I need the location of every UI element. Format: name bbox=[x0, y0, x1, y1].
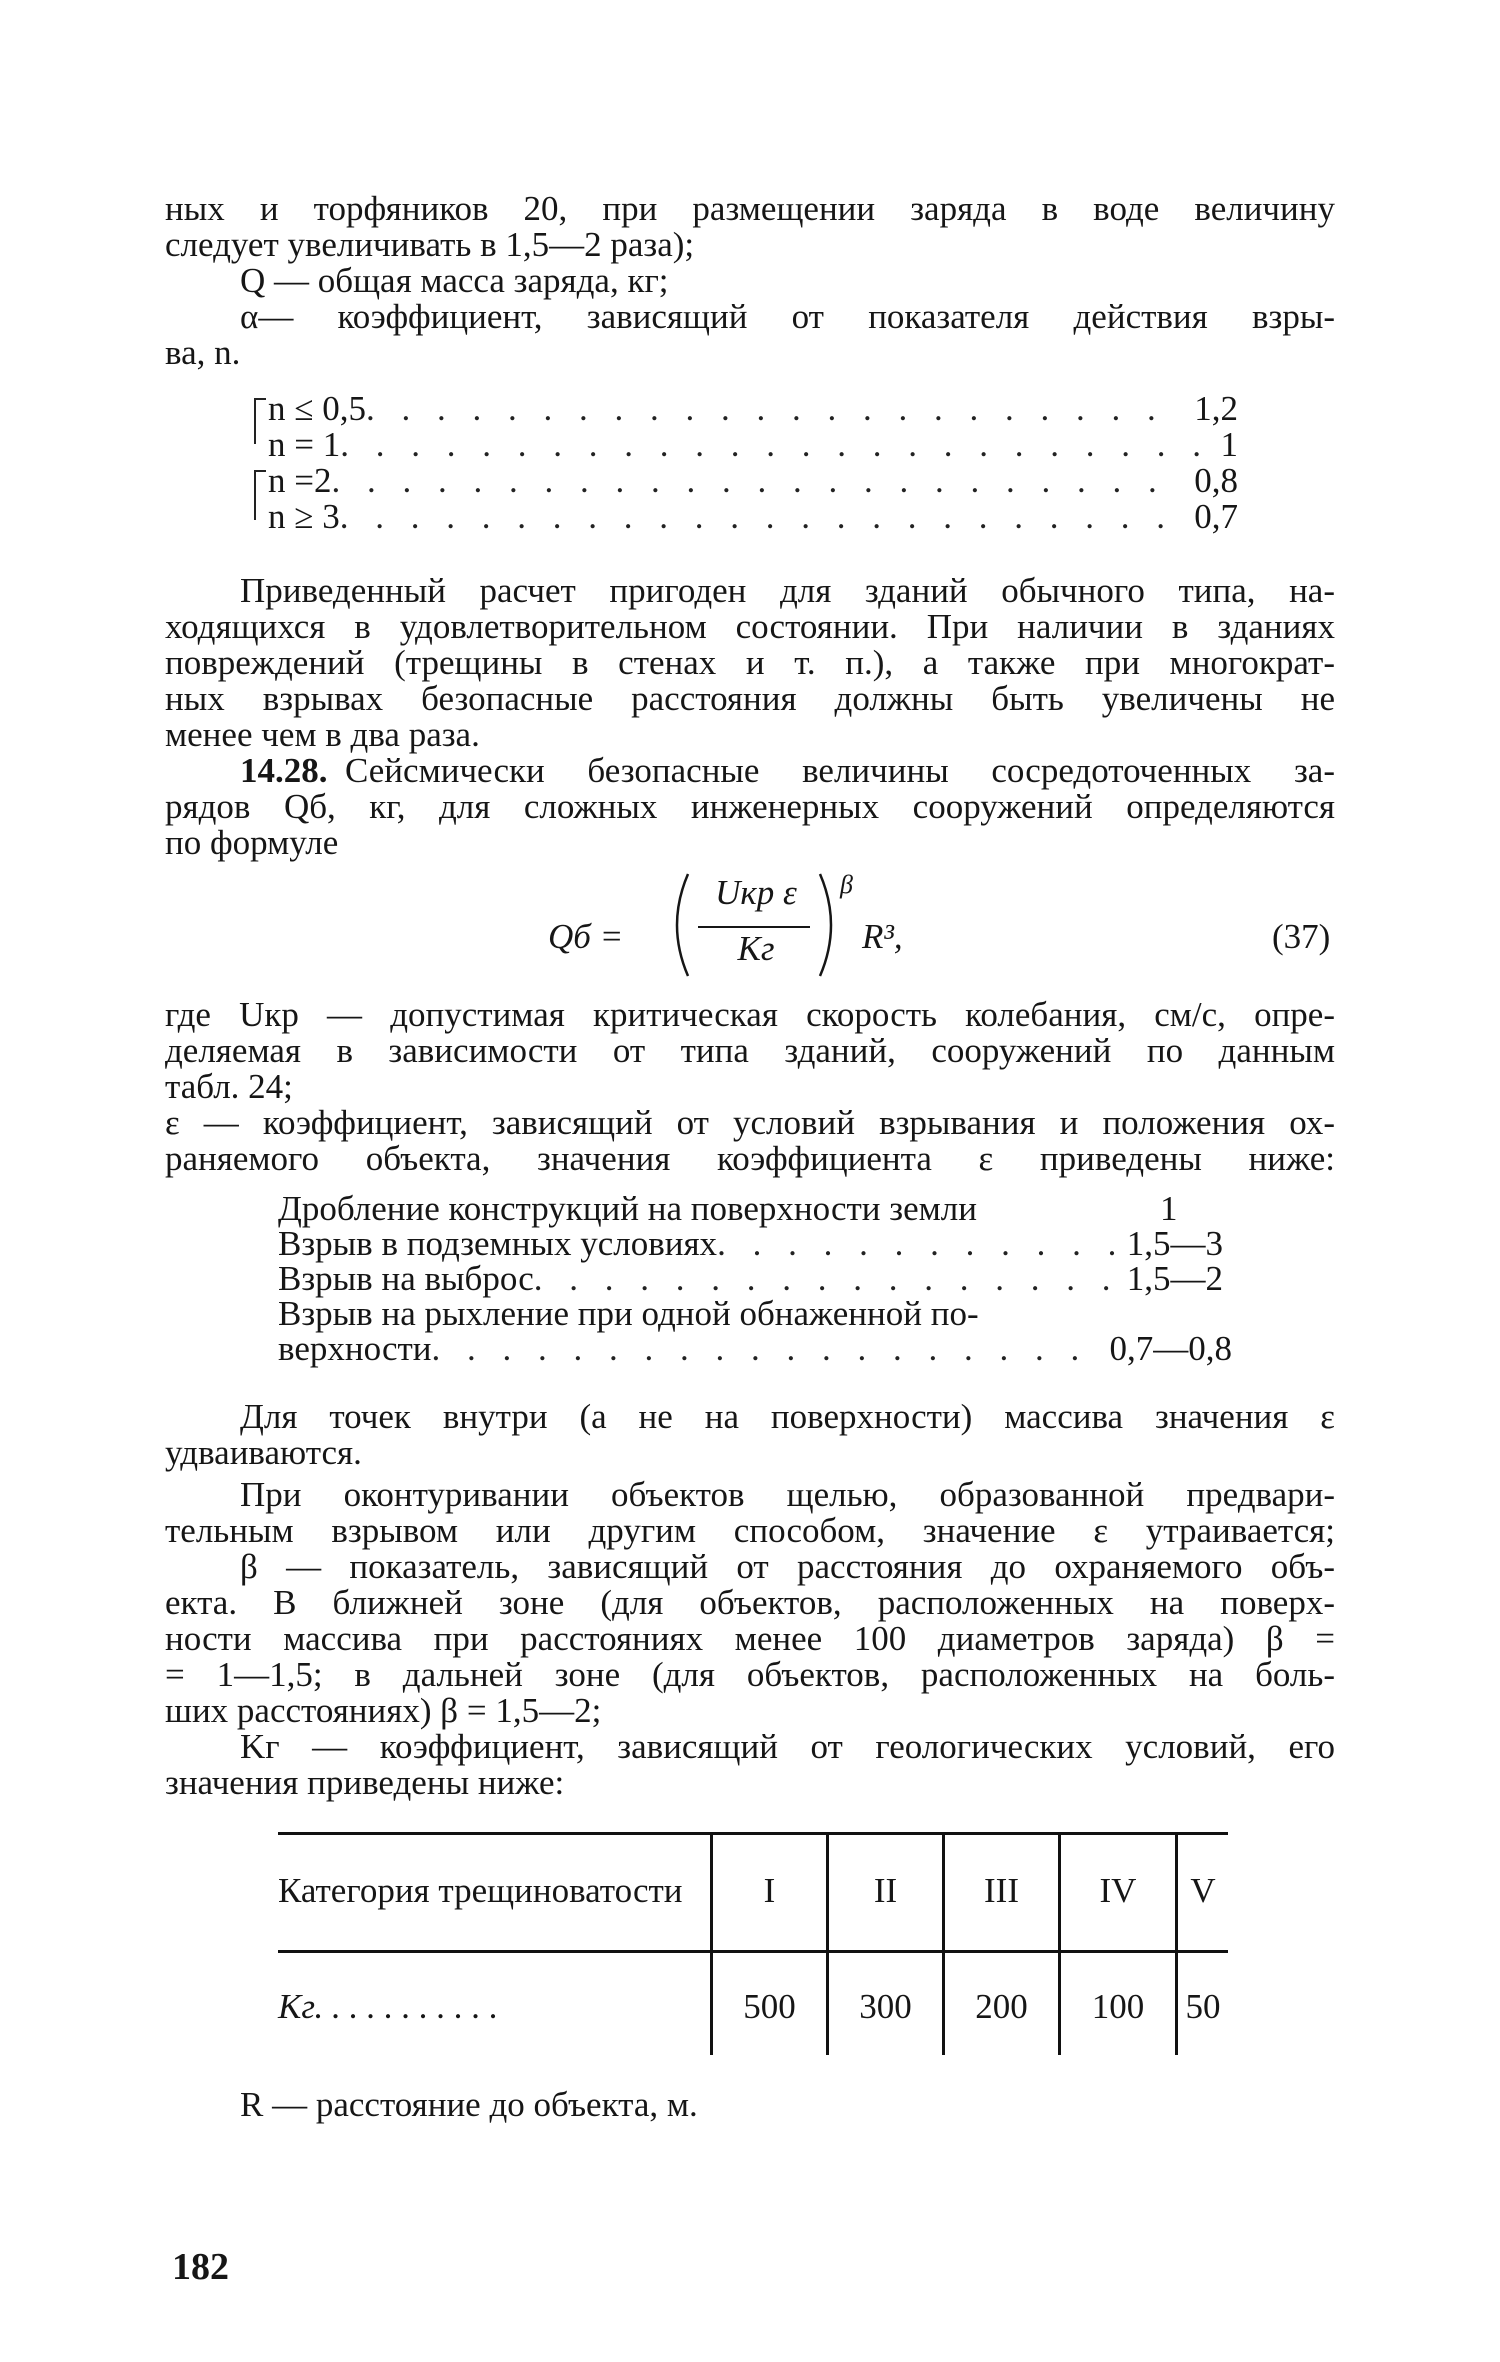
table-cell: 100 bbox=[1091, 1987, 1145, 2026]
epsilon-label: Взрыв на рыхление при одной обнаженной по- bbox=[278, 1294, 979, 1333]
epsilon-row bbox=[278, 1260, 1223, 1298]
table-cell: 300 bbox=[859, 1987, 912, 2026]
table-header-cell: V bbox=[1190, 1871, 1216, 1910]
epsilon-label: Дробление конструкций на поверхности земли bbox=[278, 1189, 977, 1228]
alpha-value: 1,2 bbox=[1194, 389, 1238, 428]
epsilon-row bbox=[278, 1330, 1232, 1368]
alpha-value: 0,8 bbox=[1194, 461, 1238, 500]
formula-tail: R³, bbox=[862, 917, 903, 956]
intro-line-2: следует увеличивать в 1,5—2 раза); bbox=[165, 225, 695, 264]
formula-exponent: β bbox=[840, 870, 853, 899]
alpha-condition: n ≤ 0,5 bbox=[268, 389, 366, 428]
contour-line: При оконтуривании объектов щелью, образованной предвари- bbox=[240, 1475, 1335, 1514]
section-number: 14.28. bbox=[240, 751, 328, 790]
formula-denominator: Kг bbox=[737, 929, 775, 968]
where-line: табл. 24; bbox=[165, 1067, 293, 1106]
epsilon-row bbox=[278, 1225, 1223, 1263]
epsilon-value: 1,5—3 bbox=[1126, 1224, 1223, 1263]
beta-line: екта. В ближней зоне (для объектов, расположенных на поверх- bbox=[165, 1583, 1335, 1622]
table-header-label: Категория трещиноватости bbox=[278, 1871, 683, 1910]
table-cell: 200 bbox=[975, 1987, 1028, 2026]
formula-number: (37) bbox=[1272, 917, 1331, 956]
page-number: 182 bbox=[172, 2246, 229, 2288]
table-header-cell: III bbox=[984, 1871, 1019, 1910]
alpha-definition-line-2: ва, n. bbox=[165, 333, 241, 372]
table-mid-rule bbox=[278, 1950, 1228, 1953]
section-line-1: Сейсмически безопасные величины сосредоточенных за- bbox=[345, 751, 1335, 790]
beta-line: ности массива при расстояниях менее 100 диаметров заряда) β = bbox=[165, 1619, 1335, 1658]
section-line-3: по формуле bbox=[165, 823, 339, 862]
epsilon-label: верхности bbox=[278, 1329, 432, 1368]
beta-line: = 1—1,5; в дальней зоне (для объектов, расположенных на боль- bbox=[165, 1655, 1335, 1694]
brace-group-1 bbox=[254, 398, 266, 444]
paragraph-line: повреждений (трещины в стенах и т. п.), а также при многократ- bbox=[165, 643, 1335, 682]
epsilon-label: Взрыв на выброс bbox=[278, 1259, 534, 1298]
table-cell: 50 bbox=[1185, 1987, 1221, 2026]
epsilon-value: 1 bbox=[1160, 1189, 1178, 1228]
epsilon-label: Взрыв в подземных условиях bbox=[278, 1224, 718, 1263]
alpha-definition-line-1: α— коэффициент, зависящий от показателя действия взры- bbox=[240, 297, 1335, 336]
paragraph-line: Приведенный расчет пригоден для зданий обычного типа, на- bbox=[240, 571, 1335, 610]
q-definition: Q — общая масса заряда, кг; bbox=[240, 261, 669, 300]
r-definition: R — расстояние до объекта, м. bbox=[240, 2085, 698, 2124]
alpha-value: 1 bbox=[1220, 425, 1238, 464]
formula-numerator: Uкр ε bbox=[715, 873, 797, 912]
section-line-2: рядов Qб, кг, для сложных инженерных сооружений определяются bbox=[165, 787, 1335, 826]
alpha-row bbox=[268, 462, 1238, 500]
alpha-row bbox=[268, 498, 1238, 536]
kg-line: Kг — коэффициент, зависящий от геологических условий, его bbox=[240, 1727, 1335, 1766]
intro-line-1: ных и торфяников 20, при размещении заряда в воде величину bbox=[165, 189, 1335, 228]
contour-line: тельным взрывом или другим способом, значение ε утраивается; bbox=[165, 1511, 1335, 1550]
beta-line: β — показатель, зависящий от расстояния до охраняемого объ- bbox=[240, 1547, 1335, 1586]
table-row-label: Kг. . . . . . . . . . . bbox=[278, 1987, 499, 2026]
table-header-cell: I bbox=[763, 1871, 776, 1910]
paragraph-line: ных взрывах безопасные расстояния должны быть увеличены не bbox=[165, 679, 1335, 718]
alpha-condition: n ≥ 3 bbox=[268, 497, 340, 536]
epsilon-line: раняемого объекта, значения коэффициента ε приведены ниже: bbox=[165, 1139, 1335, 1178]
paragraph-line: ходящихся в удовлетворительном состоянии. При наличии в зданиях bbox=[165, 607, 1335, 646]
where-line: деляемая в зависимости от типа зданий, сооружений по данным bbox=[165, 1031, 1335, 1070]
alpha-condition: n =2 bbox=[268, 461, 332, 500]
table-top-rule bbox=[278, 1832, 1228, 1835]
beta-line: ших расстояниях) β = 1,5—2; bbox=[165, 1691, 602, 1730]
paragraph-line: менее чем в два раза. bbox=[165, 715, 480, 754]
kg-line: значения приведены ниже: bbox=[165, 1763, 565, 1802]
alpha-condition: n = 1 bbox=[268, 425, 341, 464]
points-line: удваиваются. bbox=[165, 1433, 362, 1472]
brace-group-2 bbox=[254, 470, 266, 520]
epsilon-value: 0,7—0,8 bbox=[1109, 1329, 1232, 1368]
epsilon-line: ε — коэффициент, зависящий от условий взрывания и положения ох- bbox=[165, 1103, 1335, 1142]
alpha-row bbox=[268, 390, 1238, 428]
where-line: где Uкр — допустимая критическая скорость колебания, см/с, опре- bbox=[165, 995, 1335, 1034]
alpha-row bbox=[268, 426, 1238, 464]
table-cell: 500 bbox=[743, 1987, 796, 2026]
points-line: Для точек внутри (а не на поверхности) массива значения ε bbox=[240, 1397, 1335, 1436]
alpha-value: 0,7 bbox=[1194, 497, 1238, 536]
table-header-cell: IV bbox=[1099, 1871, 1137, 1910]
table-header-cell: II bbox=[873, 1871, 898, 1910]
epsilon-value: 1,5—2 bbox=[1126, 1259, 1223, 1298]
formula-lhs: Qб = bbox=[548, 917, 624, 956]
